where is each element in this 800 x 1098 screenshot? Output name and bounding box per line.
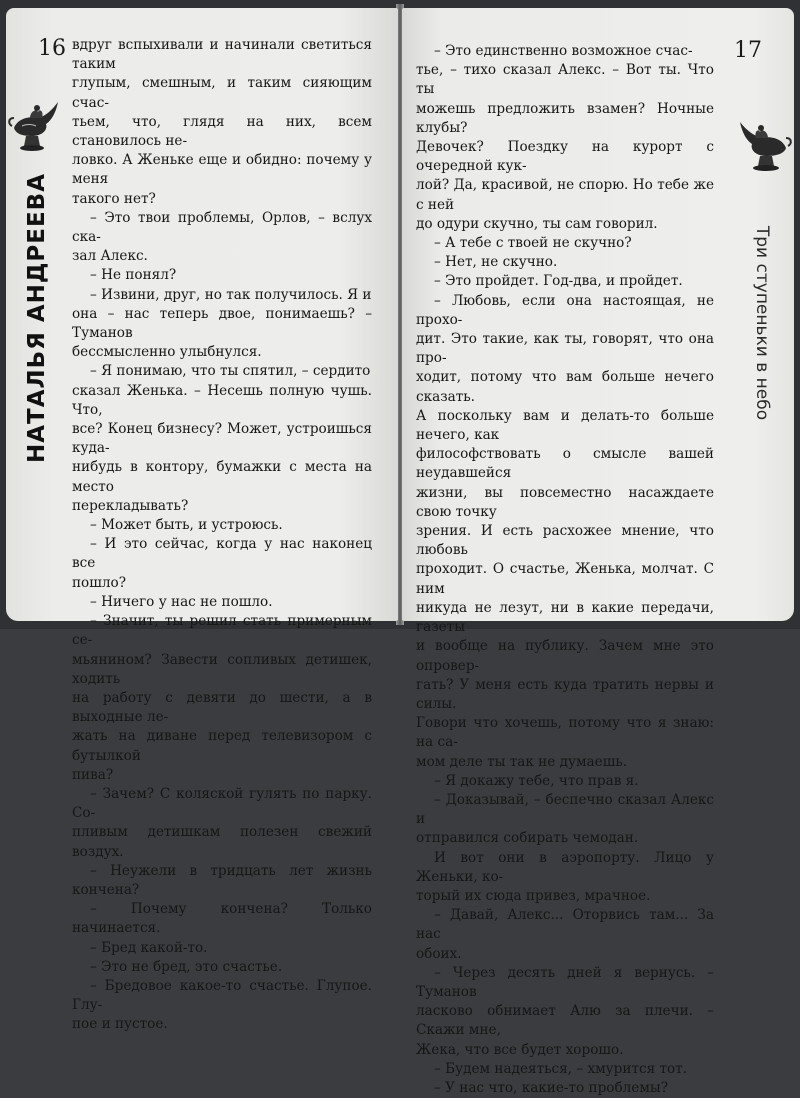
text-line: пошло? — [72, 574, 126, 591]
text-line: – Я докажу тебе, что прав я. — [434, 772, 639, 789]
body-text-left — [72, 36, 372, 1035]
text-line: – Нет, не скучно. — [434, 254, 558, 271]
text-line: – Зачем? С коляской гулять по парку. Со- — [72, 785, 372, 822]
text-line: – Может быть, и устроюсь. — [90, 517, 283, 534]
text-line: жать на диване перед телевизором с бутылкой — [72, 728, 372, 764]
text-line: мом деле ты так не думаешь. — [416, 753, 628, 770]
text-line: – Через десять дней я вернусь. – Туманов — [416, 964, 714, 1000]
text-line: Девочек? Поездку на курорт с очередной кук- — [416, 139, 714, 175]
text-line: – И это сейчас, когда у нас наконец все — [72, 536, 372, 572]
running-head-author: НАТАЛЬЯ АНДРЕЕВА — [24, 172, 50, 464]
text-line: и вообще на публику. Зачем мне это опровер- — [416, 638, 714, 674]
text-line: – Ничего у нас не пошло. — [90, 593, 273, 610]
text-line: – Любовь, если она настоящая, не прохо- — [416, 292, 714, 328]
text-line: – Будем надеяться, – хмурится тот. — [434, 1060, 688, 1077]
text-line: – Я понимаю, что ты спятил, – сердито — [90, 363, 371, 380]
text-line: торый их сюда привез, мрачное. — [416, 887, 651, 904]
right-page — [402, 8, 794, 1096]
text-line: на работу с девяти до шести, а в выходные ле- — [72, 689, 372, 726]
text-line: гать? У меня есть куда тратить нервы и силы. — [416, 676, 714, 712]
text-line: А поскольку вам и делать-то больше нечего, как — [416, 407, 714, 444]
text-line: сказал Женька. – Несешь полную чушь. Что, — [72, 382, 372, 418]
text-line: все? Конец бизнесу? Может, устроишься куда- — [72, 421, 372, 457]
text-line: такого нет? — [72, 190, 156, 207]
text-line: – А тебе с твоей не скучно? — [434, 235, 632, 252]
text-line: Жека, что все будет хорошо. — [416, 1041, 624, 1058]
text-line: можешь предложить взамен? Ночные клубы? — [416, 100, 714, 136]
magic-lamp-icon — [732, 106, 792, 176]
text-line: отправился собирать чемодан. — [416, 830, 639, 847]
text-line: – Давай, Алекс... Оторвись там... За нас — [416, 907, 714, 943]
text-line: тье, – тихо сказал Алекс. – Вот ты. Что ты — [416, 62, 714, 98]
text-line: пое и пустое. — [72, 1016, 168, 1033]
text-line: ласково обнимает Алю за плечи. – Скажи мне, — [416, 1003, 714, 1039]
text-line: зрения. И есть расхожее мнение, что любовь — [416, 523, 714, 559]
text-line: – Извини, друг, но так получилось. Я и — [90, 286, 372, 303]
text-line: вдруг вспыхивали и начинали светиться таким — [72, 37, 372, 73]
text-line: – Не понял? — [90, 267, 177, 284]
text-line: – Это единственно возможное счас- — [434, 43, 693, 59]
text-line: – Это не бред, это счастье. — [90, 958, 283, 975]
text-line: нибудь в контору, бумажки с места на место — [72, 459, 372, 495]
text-line: глупым, смешным, и таким сияющим счас- — [72, 75, 372, 111]
text-line: философствовать о смысле вашей неудавшейся — [416, 446, 714, 482]
text-line: – Это пройдет. Год-два, и пройдет. — [434, 273, 683, 290]
text-line: – Доказывай, – беспечно сказал Алекс и — [416, 791, 714, 828]
text-line: никуда не лезут, ни в какие передачи, газеты — [416, 599, 714, 636]
text-line: И вот они в аэропорту. Лицо у Женьки, ко- — [416, 849, 714, 885]
text-line: – Почему кончена? Только начинается. — [72, 901, 372, 937]
text-line: ходит, потому что вам больше нечего сказать. — [416, 369, 714, 405]
text-line: пливым детишкам полезен свежий воздух. — [72, 824, 372, 860]
text-line: Говори что хочешь, потому что я знаю: на са- — [416, 715, 714, 751]
text-line: перекладывать? — [72, 497, 189, 514]
text-line: – Бред какой-то. — [90, 939, 208, 956]
text-line: – Бредовое какое-то счастье. Глупое. Глу- — [72, 977, 372, 1014]
text-line: – Значит, ты решил стать примерным се- — [72, 613, 372, 649]
text-line: ловко. А Женьке еще и обидно: почему у меня — [72, 152, 372, 188]
text-line: мьянином? Завести сопливых детишек, ходить — [72, 651, 372, 687]
text-line: бессмысленно улыбнулся. — [72, 344, 262, 361]
text-line: зал Алекс. — [72, 248, 148, 265]
text-line: дит. Это такие, как ты, говорят, что она про- — [416, 331, 714, 367]
text-line: жизни, вы повсеместно насаждаете свою точку — [416, 484, 714, 520]
magic-lamp-icon — [8, 88, 64, 154]
running-head-title: Три ступеньки в небо — [752, 225, 772, 421]
text-line: лой? Да, красивой, не спорю. Но тебе же с ней — [416, 177, 714, 213]
body-text-right — [416, 42, 714, 1098]
text-line: – Это твои проблемы, Орлов, – вслух ска- — [72, 209, 372, 246]
text-line: тьем, что, глядя на них, всем становилось не- — [72, 113, 372, 150]
text-line: – Неужели в тридцать лет жизнь кончена? — [72, 862, 372, 898]
text-line: проходит. О счастье, Женька, молчат. С ним — [416, 561, 714, 597]
text-line: она – нас теперь двое, понимаешь? – Туманов — [72, 305, 372, 342]
page-number-right: 17 — [734, 38, 762, 63]
page-number-left: 16 — [38, 36, 66, 61]
text-line: пива? — [72, 766, 114, 783]
text-line: – У нас что, какие-то проблемы? — [434, 1079, 669, 1096]
text-line: до одури скучно, ты сам говорил. — [416, 215, 658, 232]
text-line: обоих. — [416, 945, 462, 962]
left-page — [6, 8, 398, 1033]
